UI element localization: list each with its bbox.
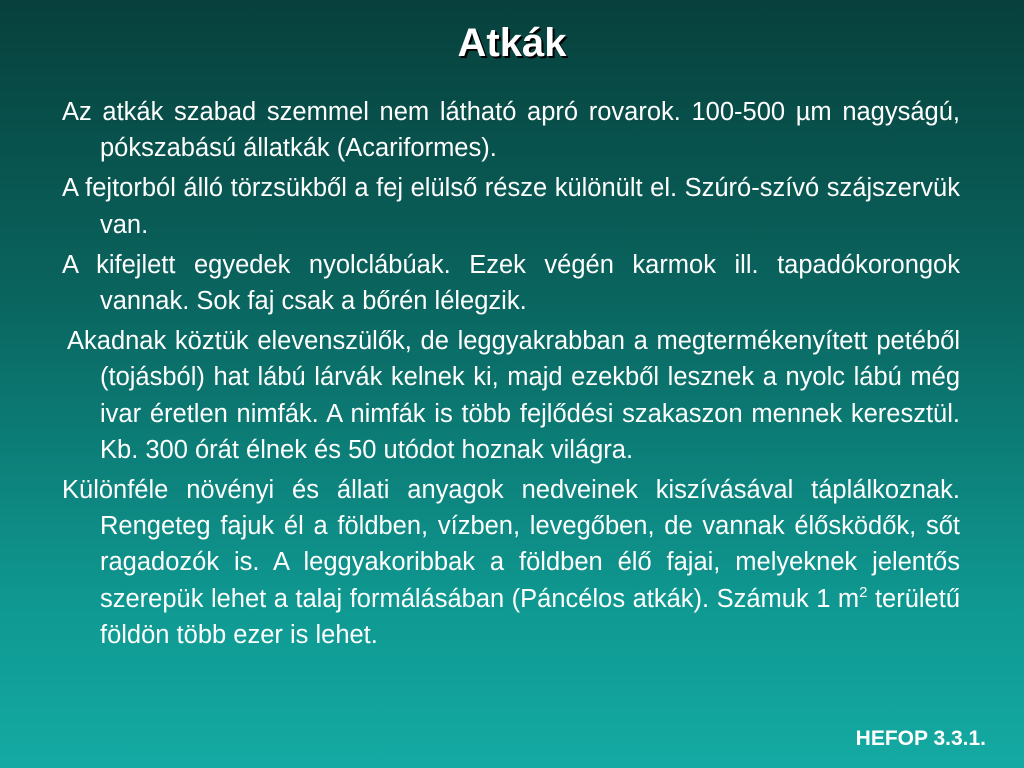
paragraph-2: A fejtorból álló törzsükből a fej elülső része különült el. Szúró-szívó szájszervük van.	[62, 174, 960, 239]
paragraph-3: A kifejlett egyedek nyolclábúak. Ezek végén karmok ill. tapadókorongok vannak. Sok faj csak a bőrén lélegzik.	[62, 250, 960, 316]
paragraph-4: Akadnak köztük elevenszülők, de leggyakrabban a megtermékenyített petéből (tojásból) hat lábú lárvák kelnek ki, majd ezekből lesznek a nyolc lábú még ivar éretlen nimfák. A nimfák is több fejlődési szakaszon mennek keresztül. Kb. 300 órát élnek és 50 utódot hoznak világra.	[67, 327, 960, 464]
paragraph-5-text: Különféle növényi és állati anyagok nedveinek kiszívásával táplálkoznak. Rengeteg fajuk él a földben, vízben, levegőben, de vannak élősködők, sőt ragadozók is. A leggyakoribbak a földben élő fajai, melyeknek jelentős szerepük lehet a talaj formálásában (Páncélos atkák). Számuk 1 m	[62, 476, 960, 613]
paragraph-5	[62, 472, 960, 653]
paragraph-5-tail: területű földön több ezer is lehet.	[100, 584, 960, 649]
slide-title: Atkák	[457, 21, 567, 65]
footer-label: HEFOP 3.3.1.	[855, 727, 986, 750]
paragraph-1: Az atkák szabad szemmel nem látható apró rovarok. 100-500 µm nagyságú, pókszabású állatkák (Acariformes).	[62, 98, 960, 163]
slide-body	[62, 94, 960, 657]
superscript-2: 2	[859, 583, 868, 601]
